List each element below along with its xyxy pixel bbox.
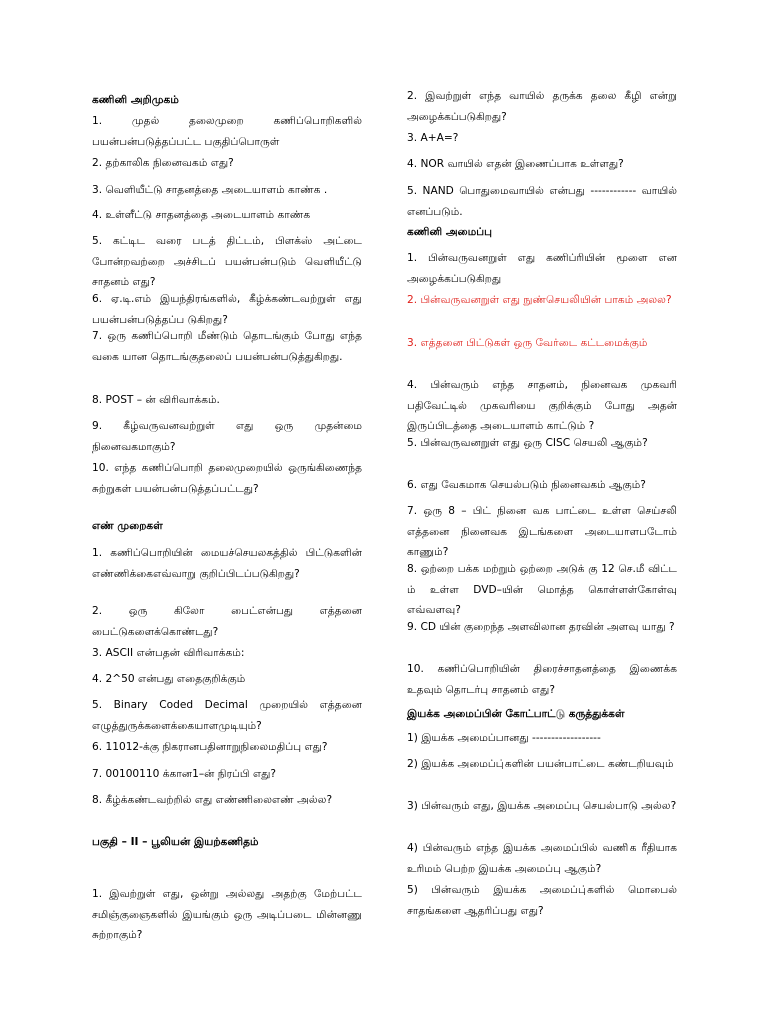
question-item: 2. ஒரு கிலோ பைட்என்பது எத்தனை பைட்டுகளைக்கொண்டது? [92,605,362,638]
question-item: 5. கட்டிட வரை படத் திட்டம், பிளக்ஸ் அட்டை போன்றவற்றை அச்சிடப் பயன்பன்படும் வெளியீட்டு சாதனம் எது? [92,235,362,288]
question-item: 4) பின்வரும் எந்த இயக்க அமைப்பில் வணி்க ரீதியாக உரிமம் பெற்ற இயக்க அமைப்பு ஆகும்? [407,842,677,875]
question-item: 1) இயக்க அமைப்பானது ------------------ [407,732,601,744]
question-item: 5. NAND பொதுமைவாயில் என்பது ------------ வாயில் எனப்படும். [407,185,677,218]
question-item: 2) இயக்க அமைப்பு்களின் பயன்பாட்டை கண்டறியவும் [407,758,674,770]
question-item: 5. பின்வருவனறுள் எது ஒரு CISC செயலி ஆகும்? [407,437,648,449]
question-item: 4. பின்வரும் எந்த சாதனம், நினைவக முகவரி பதிவேட்டில் முகவரியை குறிக்கும் போது அதன் இருப்பிடத்தை அடையாளம் காட்டும் ? [407,379,677,432]
question-item: 7. ஒரு கணிப்பொறி மீண்டும் தொடங்கும் போது எந்த வகை யான தொடங்குதலைப் பயன்பன்படுத்துகிறது. [92,330,362,363]
question-item: 1. கணிப்பொறியின் மையச்செயலகத்தில் பிட்டுகளின் எண்ணிக்கைஎவ்வாறு குறிப்பிடப்படுகிறது? [92,547,362,580]
question-item: 6. ஏ.டி.எம் இயந்திரங்களில், கீழ்க்கண்டவற்றுள் எது பயன்பன்படுத்தப்ப டுகிறது? [92,293,362,326]
question-item: 9. கீழ்வருவனவற்றுள் எது ஒரு முதன்மை நினைவகமாகும்? [92,420,362,453]
question-item: 6. 11012-க்கு நிகரானபதினாறுநிலைமதிப்பு எது? [92,741,328,753]
question-item: 8. POST – ன் விரிவாக்கம். [92,394,220,406]
question-item: 3. வெளியீட்டு சாதனத்தை அடையாளம் காண்க . [92,184,328,196]
question-item: 4. NOR வாயில் எதன் இணைப்பாக உள்ளது? [407,158,624,170]
question-item: 3. A+A=? [407,132,459,144]
question-item: 7. 00100110 க்கான1–ன் நிரப்பி எது? [92,768,277,780]
question-item: 1. இவற்றுள் எது, ஒன்று அல்லது அதற்கு மேற்பட்ட சமிஞ்குஞைகளில் இயங்கும் ஒரு அடிப்படை மின்னணு சுற்றாகும்? [92,888,362,941]
question-item: 4. உள்ளீட்டு சாதனத்தை அடையாளம் காண்க [92,209,311,221]
section-heading-boolean-algebra: பகுதி – II – பூலியன் இயற்கணிதம் [92,836,259,848]
question-item: 5. Binary Coded Decimal முறையில் எத்தனை எழுத்துருக்களைக்கையாளமுடியும்? [92,699,362,732]
question-item: 8. ஒற்றை பக்க மற்றும் ஒற்றை அடுக் கு 12 செ.மீ விட்ட ம் உள்ள DVD–யின் மொத்த கொள்ளள்கோள்வு எவ்வளவு? [407,563,677,616]
question-item: 8. கீழ்க்கண்டவற்றில் எது எண்ணிலைஎண் அல்ல? [92,794,333,806]
question-item: 3. ASCII என்பதன் விரிவாக்கம்: [92,647,245,659]
section-heading-computer-intro: கணினி அறிமுகம் [92,94,179,106]
section-heading-computer-organization: கணினி அமைப்பு [407,226,492,238]
question-item: 4. 2^50 என்பது எதைகுறிக்கும் [92,673,246,685]
question-item: 1. பின்வருவனறுள் எது கணிப்ரியின் மூளை என அழைக்கப்படுகிறது [407,252,677,285]
question-item: 10. எந்த கணிப்பொறி தலைமுறையில் ஒருங்கிணைந்த சுற்றுகள் பயன்பன்படுத்தப்பட்டது? [92,462,362,495]
question-item: 2. தற்காலிக நினைவகம் எது? [92,157,234,169]
question-item: 1. முதல் தலைமுறை கணிப்பொறிகளில் பயன்பன்படுத்தப்பட்ட பகுதிப்பொருள் [92,115,362,148]
question-item: 2. இவற்றுள் எந்த வாயில் தருக்க தலை கீழி என்று அழைக்கப்படுகிறது? [407,90,677,123]
section-heading-number-systems: எண் முறைகள் [92,520,163,532]
question-item: 7. ஒரு 8 – பிட் நினை வக பாட்டை உள்ள செய்சலி எத்தனை நினைவக இடங்களை அடையாளபடோம் காணும்? [407,505,677,558]
section-heading-os-concepts: இயக்க அமைப்பின் கோட்பாட்டு கருத்துக்கள் [407,708,625,720]
question-item: 9. CD யின் குறைந்த அளவிலான தரவின் அளவு யாது ? [407,621,675,633]
question-item-highlighted: 3. எத்தனை பிட்டுகள் ஒரு வேர்டை கட்டமைக்கும் [407,337,648,349]
question-item: 6. எது வேகமாக செயல்படும் நினைவகம் ஆகும்? [407,479,646,491]
question-item: 3) பின்வரும் எது, இயக்க அமைப்பு செயல்பாடு அல்ல? [407,800,677,812]
question-item-highlighted: 2. பின்வருவனறுள் எது நுண்செயலியின் பாகம் அலல? [407,294,672,306]
question-item: 10. கணிப்பொறியின் திரைச்சாதனத்தை இணைக்க உதவும் தொடர்பு சாதனம் எது? [407,663,677,696]
question-item: 5) பின்வரும் இயக்க அமைப்பு்களில் மொபைல் சாதங்களை ஆதரிப்பது எது? [407,884,677,917]
